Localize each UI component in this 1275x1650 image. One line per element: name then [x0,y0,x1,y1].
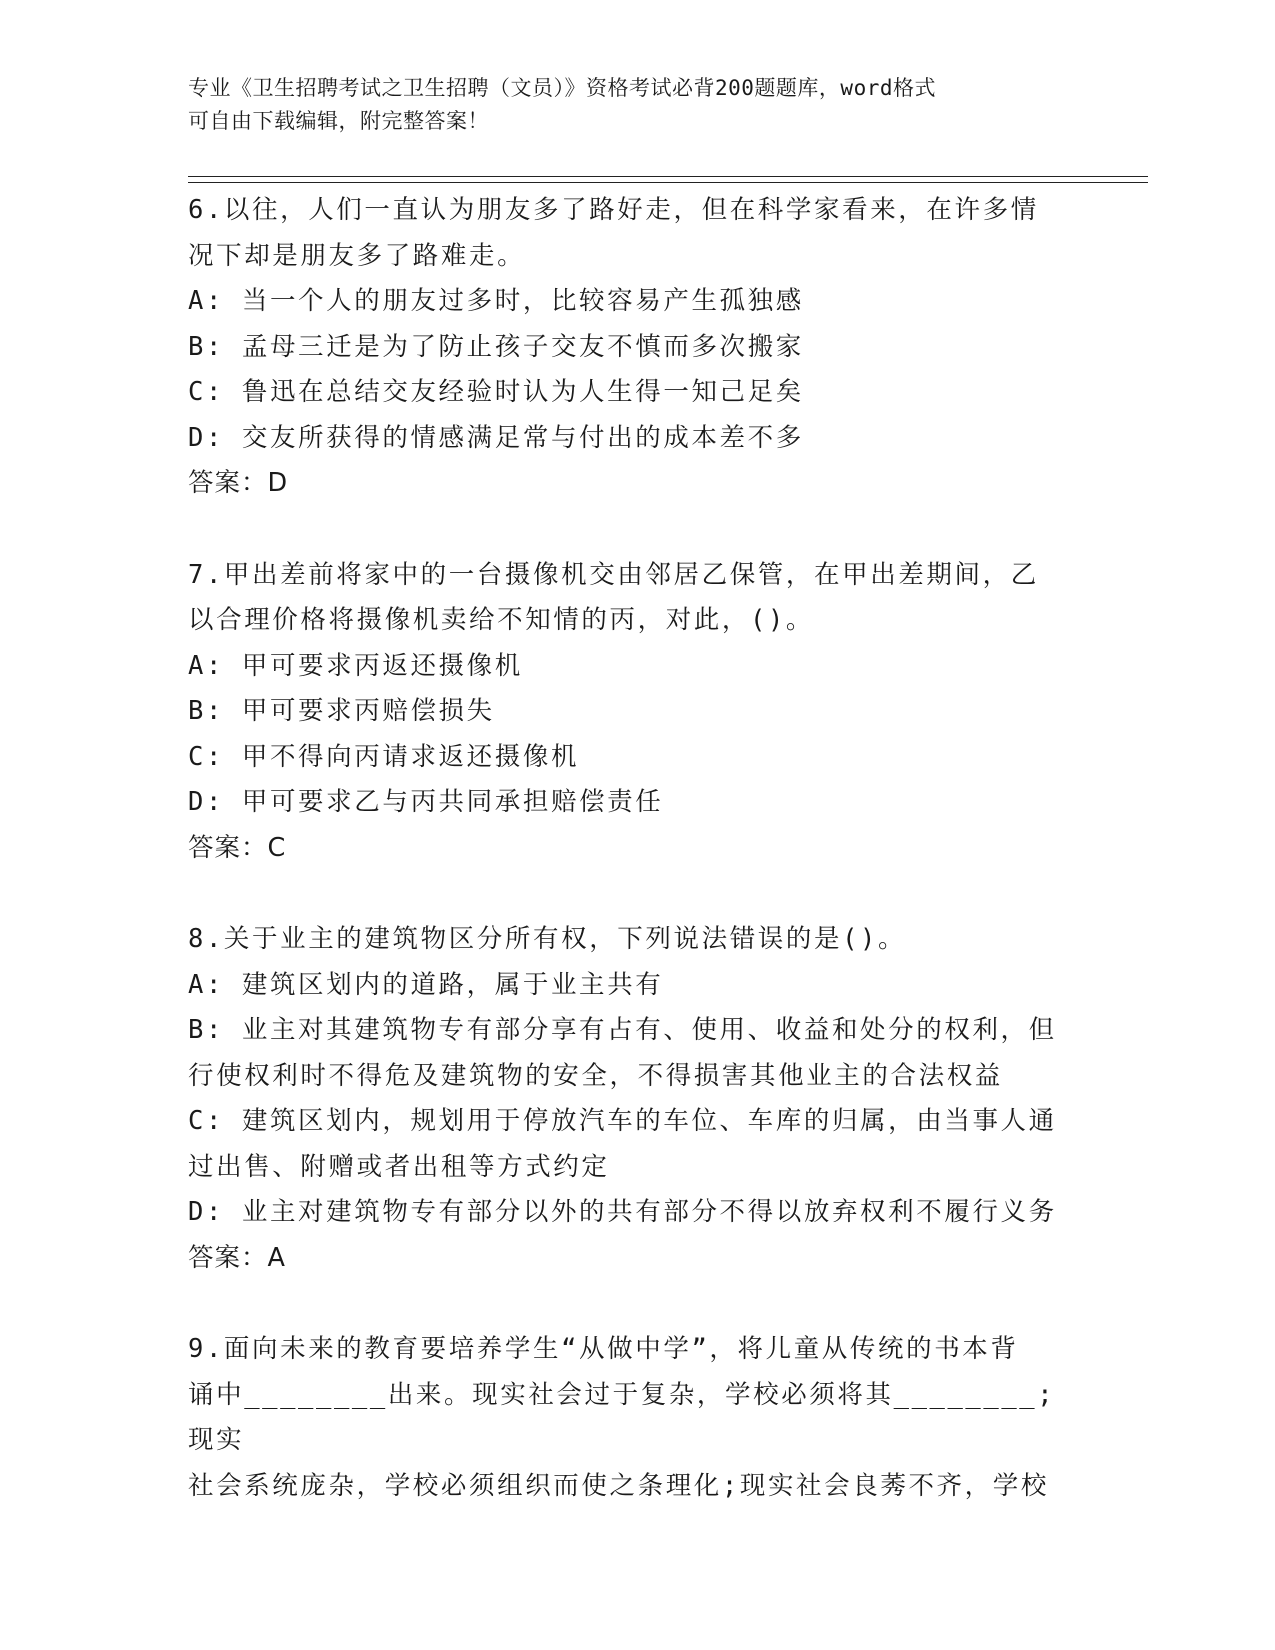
answer: 答案：A [188,1242,286,1273]
option-b: B: 孟母三迁是为了防止孩子交友不慎而多次搬家 [188,331,804,362]
option-b-continued: 行使权利时不得危及建筑物的安全，不得损害其他业主的合法权益 [188,1060,1003,1091]
question-list [188,188,1068,1509]
question-7 [188,553,1068,872]
question-text-line: 诵中________出来。现实社会过于复杂，学校必须将其________;现实 [188,1379,1056,1455]
header-rule-bottom [188,182,1148,183]
option-d: D: 业主对建筑物专有部分以外的共有部分不得以放弃权利不履行义务 [188,1197,1057,1227]
option-b: B: 业主对其建筑物专有部分享有占有、使用、收益和处分的权利，但 [188,1015,1057,1045]
question-text-line: 9.面向未来的教育要培养学生“从做中学”，将儿童从传统的书本背 [188,1334,1019,1364]
question-8 [188,917,1068,1281]
answer: 答案：D [188,468,289,498]
header-line-1: 专业《卫生招聘考试之卫生招聘（文员）》资格考试必背200题题库，word格式 [188,76,936,100]
option-c-continued: 过出售、附赠或者出租等方式约定 [188,1151,610,1182]
question-9 [188,1327,1068,1509]
option-d: D: 甲可要求乙与丙共同承担赔偿责任 [188,787,664,817]
answer: 答案：C [188,832,287,863]
question-6 [188,188,1068,507]
option-a: A: 甲可要求丙返还摄像机 [188,650,523,681]
header-line-2: 可自由下载编辑，附完整答案！ [188,109,489,133]
document-header [188,72,1088,138]
header-rule-top [188,176,1148,177]
option-c: C: 甲不得向丙请求返还摄像机 [188,741,580,772]
option-c: C: 建筑区划内，规划用于停放汽车的车位、车库的归属，由当事人通 [188,1106,1057,1136]
option-a: A: 建筑区划内的道路，属于业主共有 [188,969,664,1000]
option-b: B: 甲可要求丙赔偿损失 [188,696,495,726]
option-c: C: 鲁迅在总结交友经验时认为人生得一知己足矣 [188,377,804,407]
question-text-line: 6.以往，人们一直认为朋友多了路好走，但在科学家看来，在许多情 [188,195,1039,225]
question-text-line: 况下却是朋友多了路难走。 [188,240,526,271]
question-text-line: 以合理价格将摄像机卖给不知情的丙，对此，()。 [188,605,815,635]
question-text-line: 社会系统庞杂，学校必须组织而使之条理化;现实社会良莠不齐，学校 [188,1470,1049,1501]
question-text-line: 7.甲出差前将家中的一台摄像机交由邻居乙保管，在甲出差期间，乙 [188,559,1039,590]
option-a: A: 当一个人的朋友过多时，比较容易产生孤独感 [188,286,804,316]
question-text-line: 8.关于业主的建筑物区分所有权，下列说法错误的是()。 [188,924,907,954]
option-d: D: 交友所获得的情感满足常与付出的成本差不多 [188,422,804,453]
